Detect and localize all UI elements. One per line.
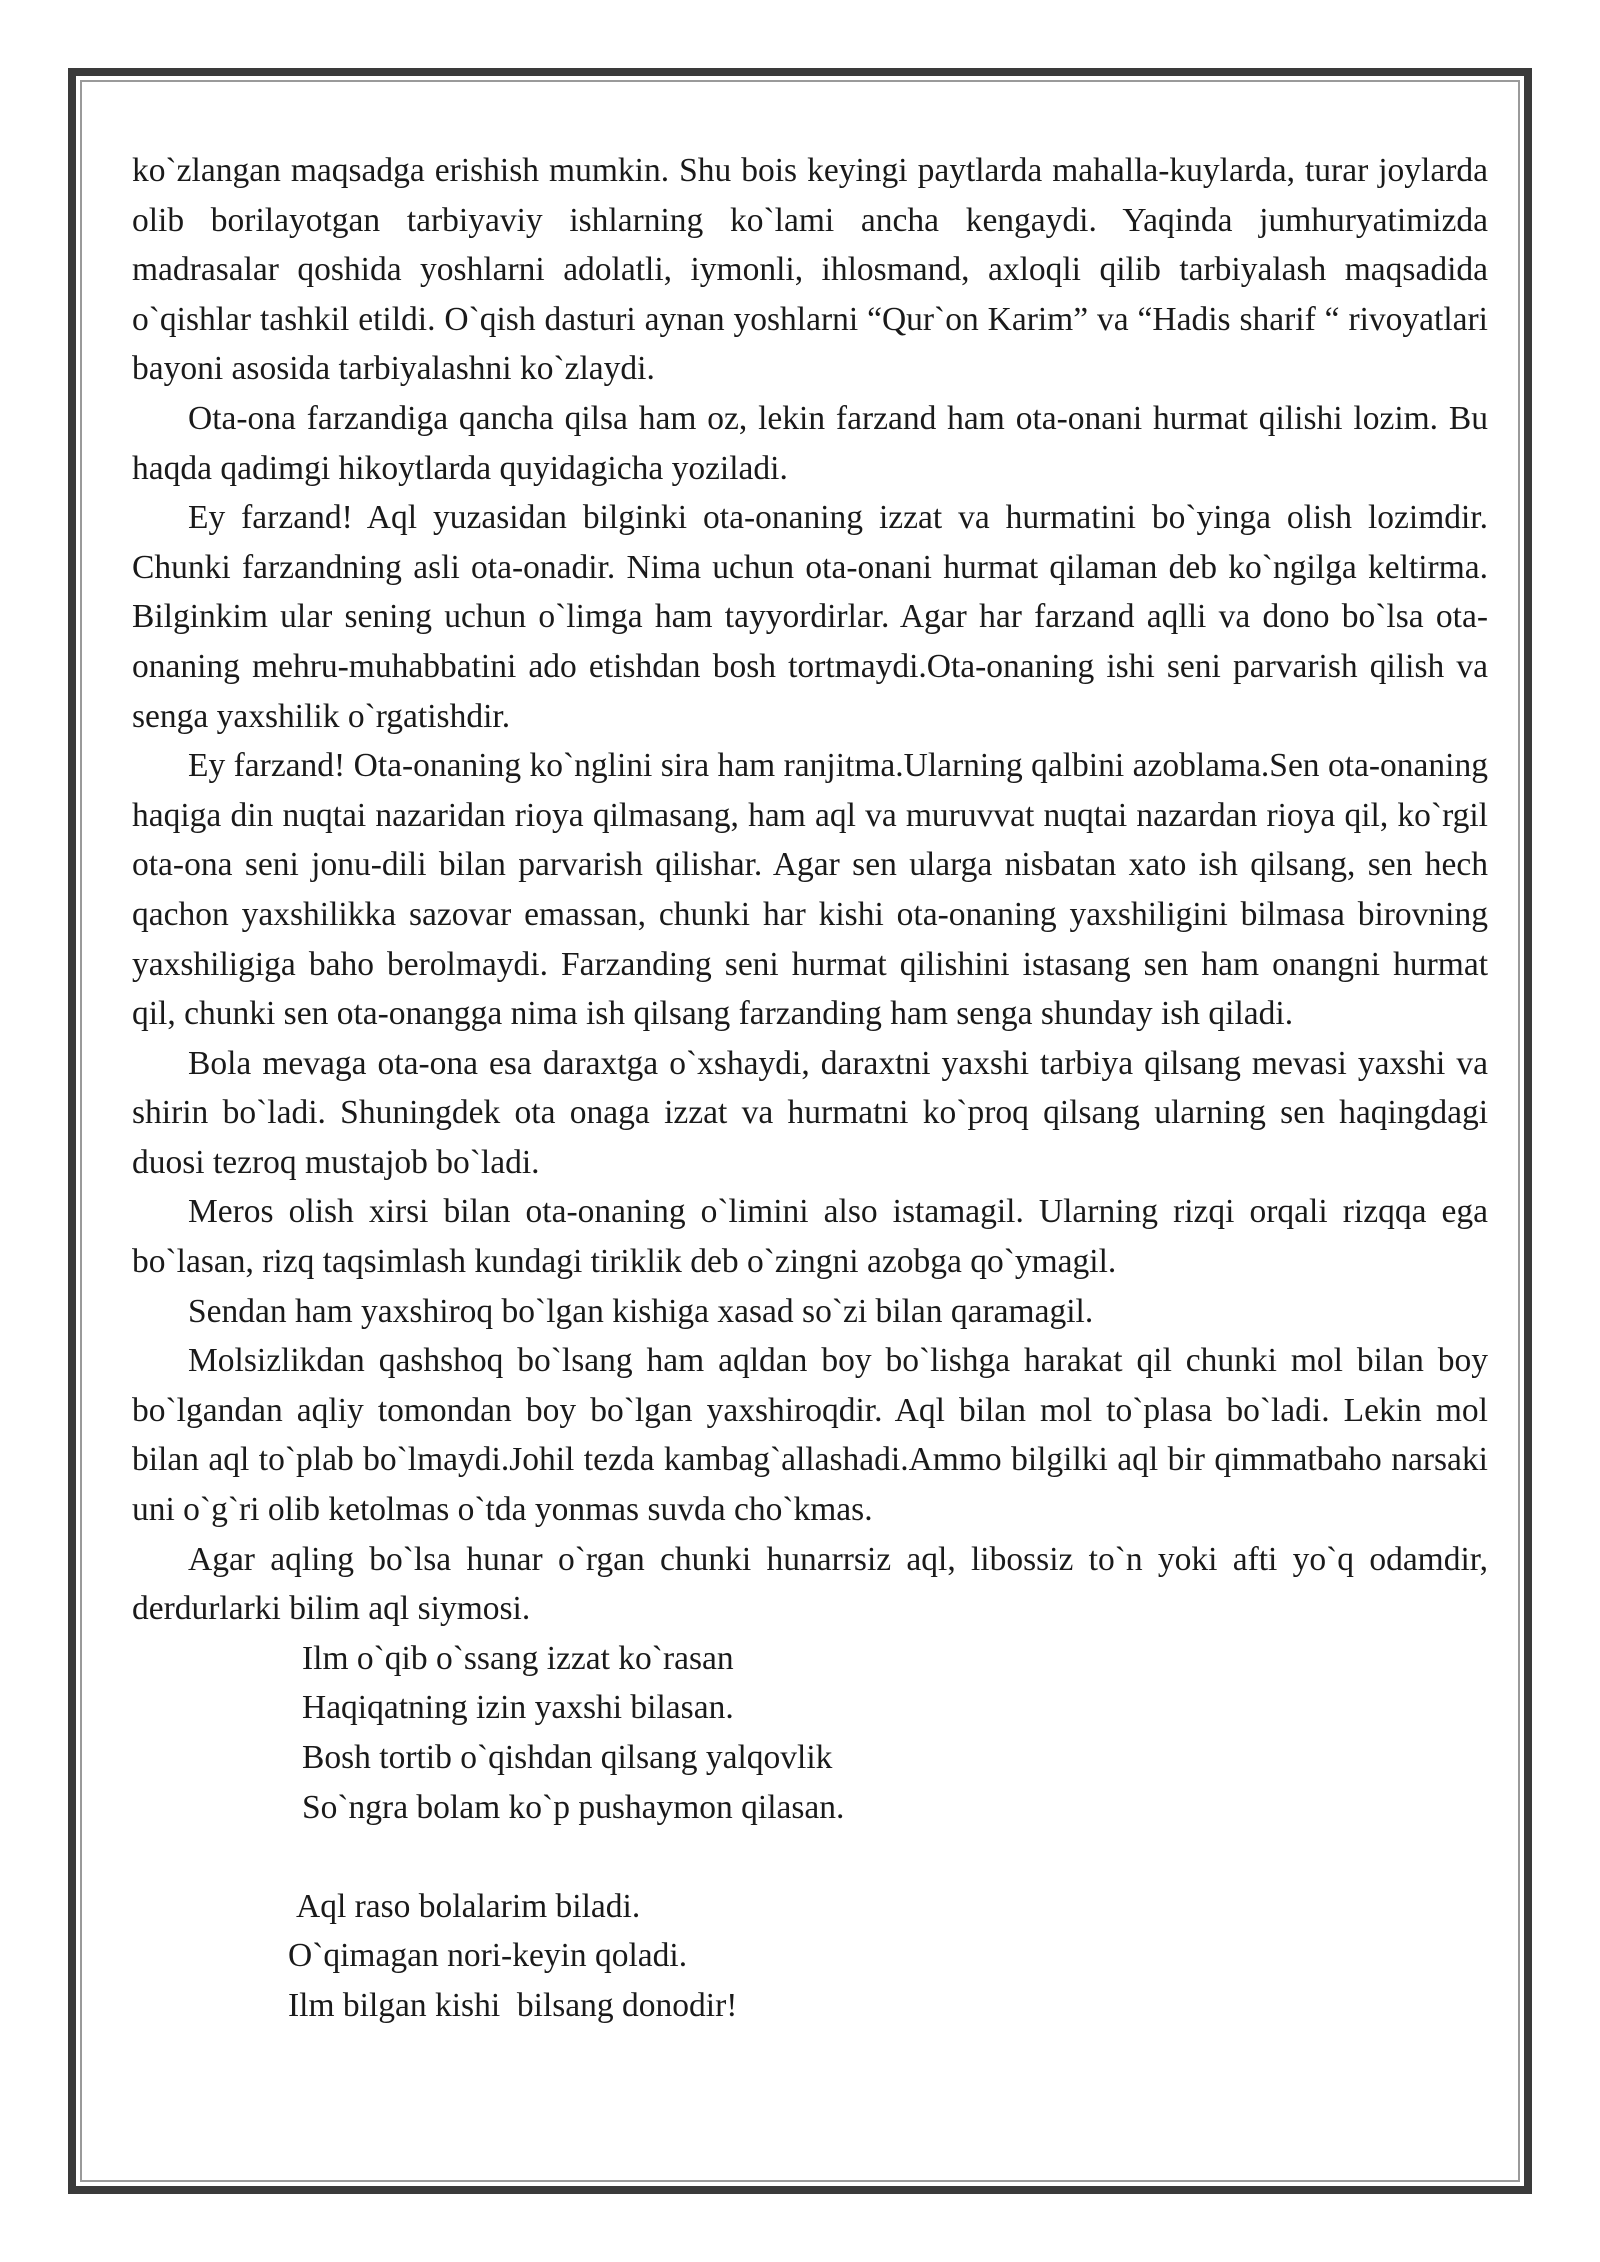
paragraph-9: Agar aqling bo`lsa hunar o`rgan chunki hunarrsiz aql, libossiz to`n yoki afti yo`q odamdir, derdurlarki bilim aql siymosi. xyxy=(132,1540,1488,1628)
paragraph-1: ko`zlangan maqsadga erishish mumkin. Shu bois keyingi paytlarda mahalla-kuylarda, turar joylarda olib borilayotgan tarbiyaviy ishlarning ko`lami ancha kengaydi. Yaqinda jumhuryatimizda madrasalar qoshida yoshlarni adolatli, iymonli, ihlosmand, axloqli qilib tarbiyalash maqsadida o`qishlar tashkil etildi. O`qish dasturi aynan yoshlarni “Qur`on Karim” va “Hadis sharif “ rivoyatlari bayoni asosida tarbiyalashni ko`zlaydi. xyxy=(132,152,1488,388)
paragraph-5: Bola mevaga ota-ona esa daraxtga o`xshaydi, daraxtni yaxshi tarbiya qilsang mevasi yaxshi va shirin bo`ladi. Shuningdek ota onaga izzat va hurmatni ko`proq qilsang ularning sen haqingdagi duosi tezroq mustajob bo`ladi. xyxy=(132,1044,1488,1181)
poem-stanza-2 xyxy=(132,1882,1488,2031)
poem-line: Ilm o`qib o`ssang izzat ko`rasan xyxy=(302,1639,734,1677)
paragraph-2: Ota-ona farzandiga qancha qilsa ham oz, lekin farzand ham ota-onani hurmat qilishi lozim. Bu haqda qadimgi hikoytlarda quyidagicha yoziladi. xyxy=(132,399,1488,487)
poem-line: Ilm bilgan kishi bilsang donodir! xyxy=(288,1986,738,2024)
paragraph-6: Meros olish xirsi bilan ota-onaning o`limini also istamagil. Ularning rizqi orqali rizqqa ega bo`lasan, rizq taqsimlash kundagi tiriklik deb o`zingni azobga qo`ymagil. xyxy=(132,1193,1488,1281)
poem-stanza-1 xyxy=(132,1634,1488,1832)
paragraph-4: Ey farzand! Ota-onaning ko`nglini sira ham ranjitma.Ularning qalbini azoblama.Sen ota-onaning haqiga din nuqtai nazaridan rioya qilmasang, ham aql va muruvvat nuqtai nazardan rioya qil, ko`rgil ota-ona seni jonu-dili bilan parvarish qilishar. Agar sen ularga nisbatan xato ish qilsang, sen hech qachon yaxshilikka sazovar emassan, chunki har kishi ota-onaning yaxshiligini bilmasa birovning yaxshiligiga baho berolmaydi. Farzanding seni hurmat qilishini istasang sen ham onangni hurmat qil, chunki sen ota-onangga nima ish qilsang farzanding ham senga shunday ish qiladi. xyxy=(132,747,1488,1033)
paragraph-3: Ey farzand! Aql yuzasidan bilginki ota-onaning izzat va hurmatini bo`yinga olish lozimdir. Chunki farzandning asli ota-onadir. Nima uchun ota-onani hurmat qilaman deb ko`ngilga keltirma. Bilginkim ular sening uchun o`limga ham tayyordirlar. Agar har farzand aqlli va dono bo`lsa ota-onaning mehru-muhabbatini ado etishdan bosh tortmaydi.Ota-onaning ishi seni parvarish qilish va senga yaxshilik o`rgatishdir. xyxy=(132,499,1488,735)
poem-line: Aql raso bolalarim biladi. xyxy=(296,1887,641,1925)
poem-line: So`ngra bolam ko`p pushaymon qilasan. xyxy=(302,1788,845,1826)
stanza-spacer xyxy=(132,1832,1488,1882)
poem-line: O`qimagan nori-keyin qoladi. xyxy=(288,1937,688,1975)
paragraph-7: Sendan ham yaxshiroq bo`lgan kishiga xasad so`zi bilan qaramagil. xyxy=(188,1292,1094,1330)
document-body xyxy=(132,146,1488,2031)
poem-line: Haqiqatning izin yaxshi bilasan. xyxy=(302,1689,734,1727)
paragraph-8: Molsizlikdan qashshoq bo`lsang ham aqldan boy bo`lishga harakat qil chunki mol bilan boy bo`lgandan aqliy tomondan boy bo`lgan yaxshiroqdir. Aql bilan mol to`plasa bo`ladi. Lekin mol bilan aql to`plab bo`lmaydi.Johil tezda kambag`allashadi.Ammo bilgilki aql bir qimmatbaho narsaki uni o`g`ri olib ketolmas o`tda yonmas suvda cho`kmas. xyxy=(132,1342,1488,1529)
poem-line: Bosh tortib o`qishdan qilsang yalqovlik xyxy=(302,1739,833,1776)
